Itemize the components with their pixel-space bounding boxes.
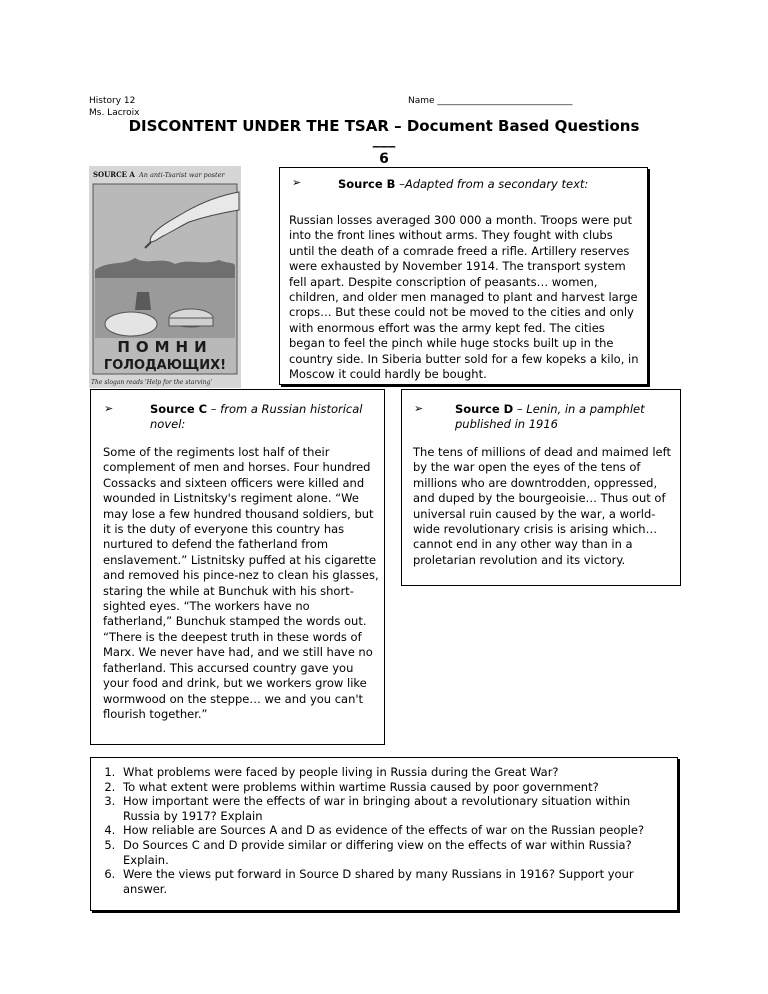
questions-box — [90, 757, 678, 911]
source-b-subtitle: –Adapted from a secondary text: — [399, 177, 589, 191]
poster-slogan-line1: ПОМНИ — [117, 338, 213, 356]
source-d-subtitle: – Lenin, in a pamphlet published in 1916 — [455, 402, 645, 431]
source-b-title: Source B — [338, 177, 396, 191]
source-b-heading — [338, 177, 588, 192]
source-d-heading — [455, 402, 670, 432]
source-c-subtitle: – from a Russian historical novel: — [150, 402, 363, 431]
source-c-box — [90, 389, 385, 745]
title-number: 6 — [379, 151, 389, 167]
source-c-text: Some of the regiments lost half of their complement of men and horses. Four hundred Cossacks and sixteen officers were killed and wounded in Listnitsky's regiment alone. “We may lose a few hundred thousand soldiers, but it is the duty of everyone this country has nurtured to defend the fatherland from enslavement.” Listnitsky puffed at his cigarette and removed his pince-nez to clean his glasses, staring the while at Bunchuk with his short-sighted eyes. “The workers have no fatherland,” Bunchuk stamped the words out. “There is the deepest truth in these words of Marx. We never have had, and we still have no fatherland. This accursed country gave you your food and drink, but we workers grow like wormwood on the steppe… we and you can't flourish together.” — [103, 445, 379, 721]
question-item: 3. How important were the effects of war in bringing about a revolutionary situation within Russia by 1917? Explain — [119, 794, 669, 823]
poster-footnote: The slogan reads 'Help for the starving' — [91, 379, 212, 386]
course-label: History 12 — [89, 96, 136, 106]
question-item: 6. Were the views put forward in Source D shared by many Russians in 1916? Support your answer. — [119, 867, 669, 896]
source-b-box — [279, 167, 648, 385]
teacher-label: Ms. Lacroix — [89, 108, 140, 118]
title-blank: ___ — [372, 130, 396, 148]
source-b-bullet-icon: ➢ — [292, 176, 302, 189]
source-c-title: Source C — [150, 402, 208, 416]
source-d-bullet-icon: ➢ — [414, 402, 424, 415]
poster-slogan-line2: ГОЛОДАЮЩИХ! — [103, 358, 227, 373]
name-field: Name ______________________________ — [408, 96, 573, 106]
page-title: DISCONTENT UNDER THE TSAR – Document Based Questions — [128, 117, 640, 135]
question-item: 4. How reliable are Sources A and D as evidence of the effects of war on the Russian people? — [119, 823, 669, 838]
question-item: 5. Do Sources C and D provide similar or differing view on the effects of war within Russia? Explain. — [119, 838, 669, 867]
questions-list — [95, 765, 669, 896]
question-item: 1. What problems were faced by people living in Russia during the Great War? — [119, 765, 669, 780]
source-a-poster — [89, 166, 241, 388]
source-a-label: SOURCE A — [93, 170, 135, 179]
source-b-text: Russian losses averaged 300 000 a month. Troops were put into the front lines without arms. They fought with clubs until the death of a comrade freed a rifle. Artillery reserves were exhausted by November 1914. The transport system fell apart. Despite conscription of peasants… women, children, and older men managed to plant and harvest large crops… But these could not be moved to the cities and only with enormous effort was the army kept fed. The cities began to feel the pinch while huge stocks built up in the country side. In Siberia butter sold for a few kopeks a kilo, in Moscow it could hardly be bought. — [289, 213, 639, 382]
question-item: 2. To what extent were problems within wartime Russia caused by poor government? — [119, 780, 669, 795]
source-c-heading — [150, 402, 370, 432]
source-d-text: The tens of millions of dead and maimed left by the war open the eyes of the tens of millions who are downtrodden, oppressed, and duped by the bourgeoisie… Thus out of universal ruin caused by the war, a world-wide revolutionary crisis is arising which… cannot end in any other way than in a proletarian revolution and its victory. — [413, 445, 671, 567]
source-d-title: Source D — [455, 402, 514, 416]
source-c-bullet-icon: ➢ — [104, 402, 114, 415]
source-d-box — [401, 389, 681, 586]
source-a-caption: An anti-Tsarist war poster — [139, 171, 225, 179]
